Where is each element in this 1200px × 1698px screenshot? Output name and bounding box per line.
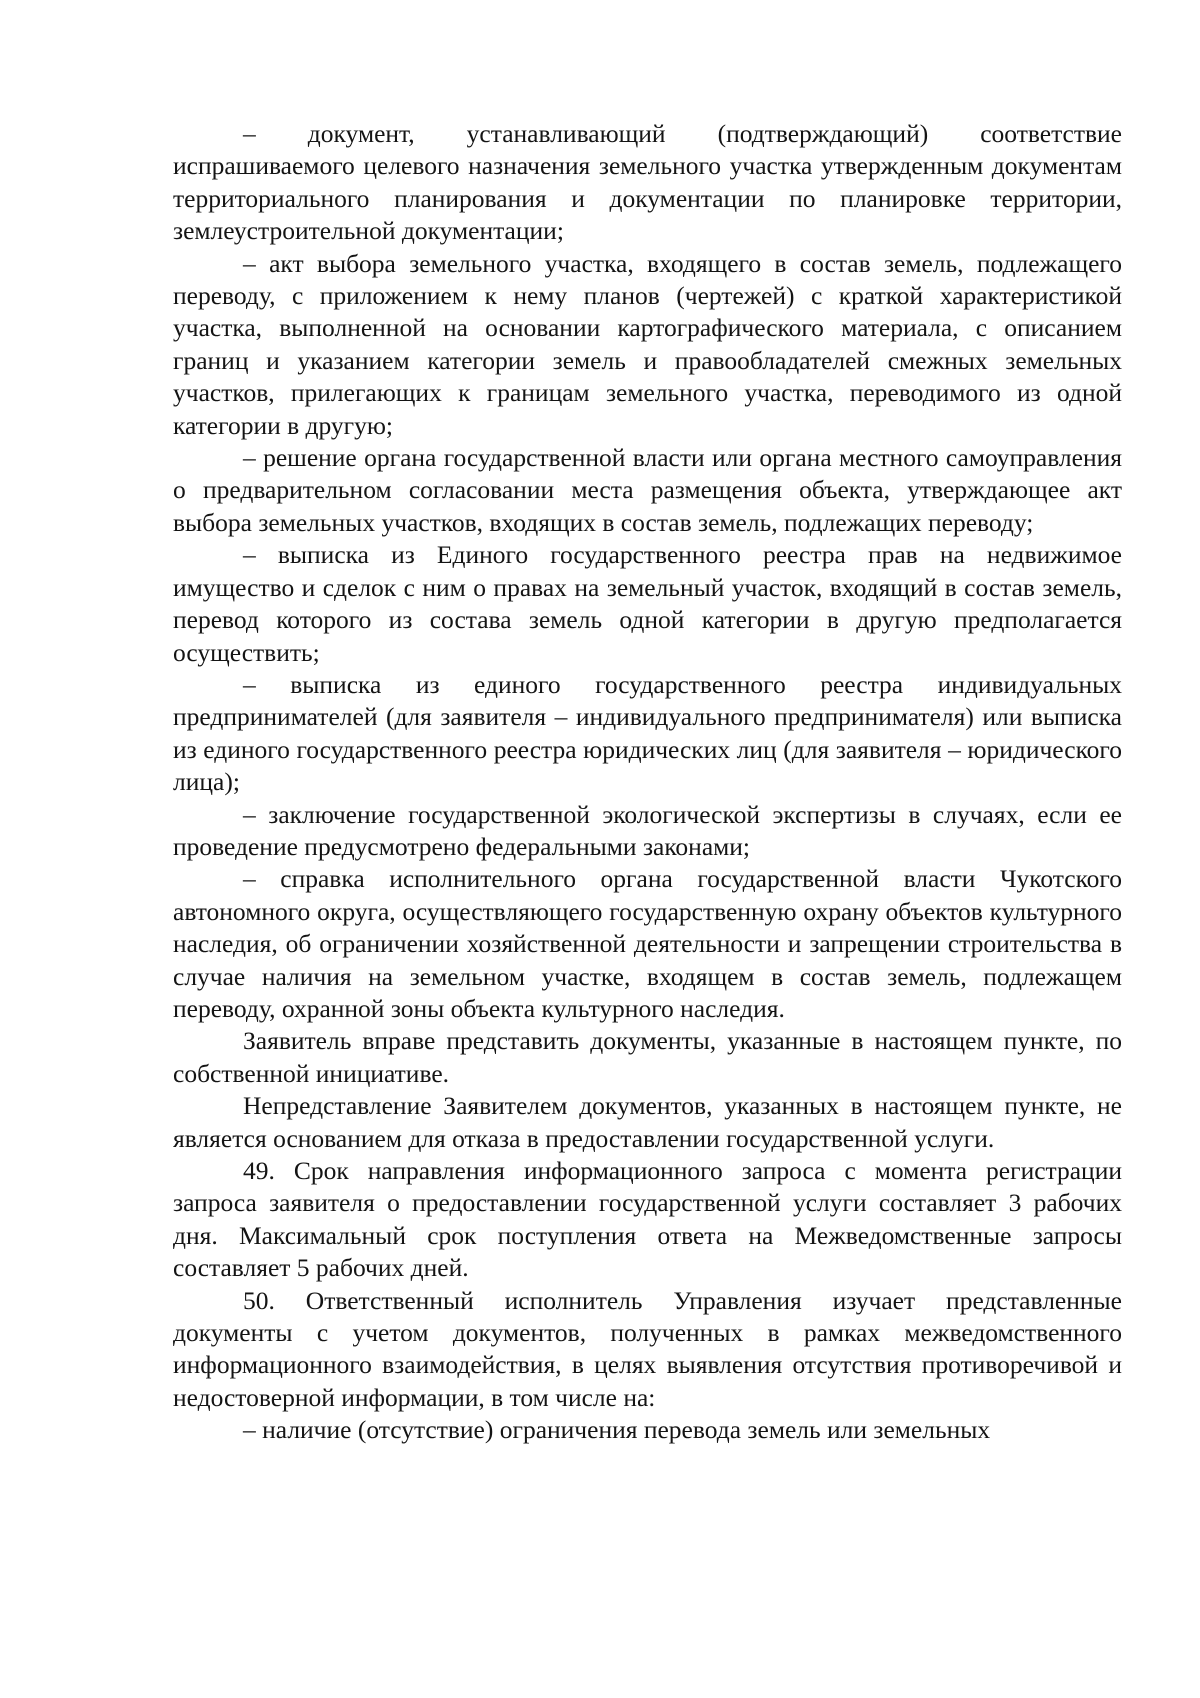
paragraph-authority-decision: – решение органа государственной власти или органа местного самоуправления о предварительном согласовании места размещения объекта, утверждающее акт выбора земельных участков, входящих в состав земель, подлежащих переводу; <box>173 443 1122 537</box>
paragraph-registry-extract-entrepreneurs: – выписка из единого государственного реестра индивидуальных предпринимателей (для заявителя – индивидуального предпринимателя) или выписка из единого государственного реестра юридических лиц (для заявителя – юридического лица); <box>173 669 1122 797</box>
paragraph-document-conformity: – документ, устанавливающий (подтверждающий) соответствие испрашиваемого целевого назначения земельного участка утвержденным документам территориального планирования и документации по планировке территории, землеустроительной документации; <box>173 119 1122 246</box>
paragraph-applicant-right: Заявитель вправе представить документы, указанные в настоящем пункте, по собственной инициативе. <box>173 1026 1122 1088</box>
paragraph-non-submission: Непредставление Заявителем документов, указанных в настоящем пункте, не является основанием для отказа в предоставлении государственной услуги. <box>173 1091 1122 1153</box>
paragraph-ecological-expertise: – заключение государственной экологической экспертизы в случаях, если ее проведение предусмотрено федеральными законами; <box>173 799 1122 861</box>
paragraph-restriction-check: – наличие (отсутствие) ограничения перевода земель или земельных <box>243 1415 991 1445</box>
paragraph-cultural-heritage-certificate: – справка исполнительного органа государственной власти Чукотского автономного округа, осуществляющего государственную охрану объектов культурного наследия, об ограничении хозяйственной деятельности и запрещении строительства в случае наличия на земельном участке, входящем в состав земель, подлежащем переводу, охранной зоны объекта культурного наследия. <box>173 864 1122 1023</box>
paragraph-item-50: 50. Ответственный исполнитель Управления изучает представленные документы с учетом документов, полученных в рамках межведомственного информационного взаимодействия, в целях выявления отсутствия противоречивой и недостоверной информации, в том числе на: <box>173 1285 1122 1412</box>
document-body <box>173 118 1122 1447</box>
paragraph-registry-extract-property: – выписка из Единого государственного реестра прав на недвижимое имущество и сделок с ним о правах на земельный участок, входящий в состав земель, перевод которого из состава земель одной категории в другую предполагается осуществить; <box>173 540 1122 667</box>
paragraph-land-selection-act: – акт выбора земельного участка, входящего в состав земель, подлежащего переводу, с приложением к нему планов (чертежей) с краткой характеристикой участка, выполненной на основании картографического материала, с описанием границ и указанием категории земель и правообладателей смежных земельных участков, прилегающих к границам земельного участка, переводимого из одной категории в другую; <box>173 248 1122 440</box>
paragraph-item-49: 49. Срок направления информационного запроса с момента регистрации запроса заявителя о предоставлении государственной услуги составляет 3 рабочих дня. Максимальный срок поступления ответа на Межведомственные запросы составляет 5 рабочих дней. <box>173 1156 1122 1283</box>
